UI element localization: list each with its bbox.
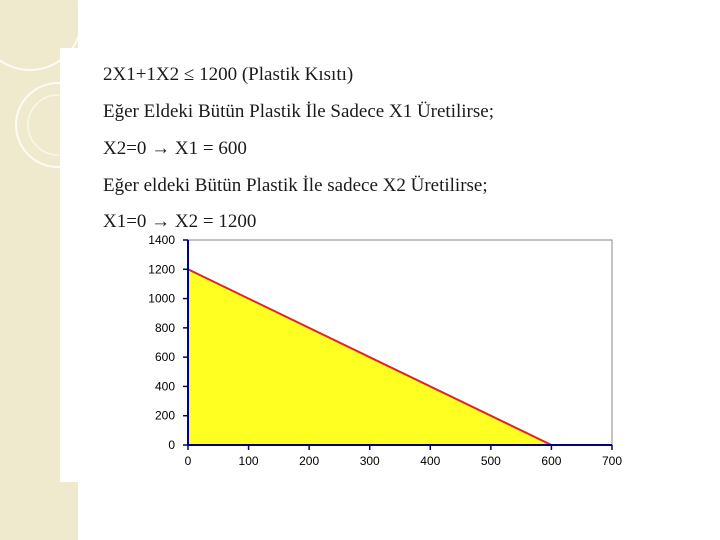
x-tick-label: 700: [601, 454, 623, 468]
x-tick-label: 600: [541, 454, 562, 468]
x2-result-text: X1=0 → X2 = 1200: [103, 211, 257, 232]
constraint-text: 2X1+1X2 ≤ 1200 (Plastik Kısıtı): [103, 64, 354, 85]
x-tick-label: 400: [420, 454, 441, 468]
x-tick-label: 0: [184, 454, 192, 468]
x-tick-label: 500: [480, 454, 501, 468]
x1-only-text: Eğer Eldeki Bütün Plastik İle Sadece X1 Üretilirse;: [103, 101, 494, 122]
y-tick-label: 800: [154, 320, 175, 335]
x-tick-label: 100: [238, 454, 259, 468]
y-tick-label: 400: [154, 379, 175, 394]
x2-only-text: Eğer eldeki Bütün Plastik İle sadece X2 Üretilirse;: [103, 175, 488, 196]
x1-result-text: X2=0 → X1 = 600: [103, 138, 247, 159]
y-tick-label: 200: [154, 408, 175, 423]
y-tick-label: 1400: [148, 233, 175, 247]
x-tick-label: 200: [299, 454, 320, 468]
x-tick-label: 300: [359, 454, 380, 468]
y-tick-label: 1000: [148, 291, 175, 306]
y-tick-label: 600: [154, 350, 175, 365]
y-tick-label: 1200: [148, 262, 175, 277]
y-tick-label: 0: [168, 438, 175, 452]
